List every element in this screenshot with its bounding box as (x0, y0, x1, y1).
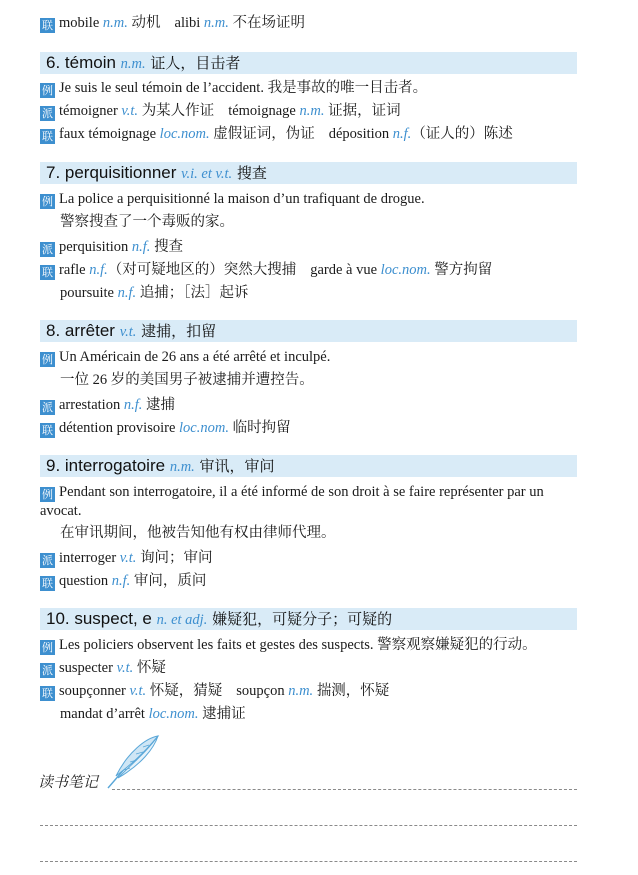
derived-line (40, 549, 213, 568)
related-line (60, 284, 249, 302)
entry-header (40, 52, 577, 74)
related-line (60, 705, 246, 723)
part-of-speech: loc.nom. (159, 126, 210, 142)
related-word: alibi (174, 15, 201, 31)
translation: 证据，证词 (328, 103, 401, 119)
translation: 追捕；［法］起诉 (139, 285, 249, 301)
related-word: déposition (328, 126, 390, 142)
example-sentence: Un Américain de 26 ans a été arrêté et inculpé. (59, 349, 331, 365)
lian-tag: 联 (42, 424, 53, 437)
translation: （对可疑地区的）突然大搜捕 (107, 262, 297, 278)
lian-tag: 联 (42, 687, 53, 700)
headword: 7. perquisitionner (46, 163, 177, 182)
headword: 9. interrogatoire (46, 456, 166, 475)
pai-tag: 派 (42, 401, 53, 414)
headword: 8. arrêter (46, 321, 115, 340)
part-of-speech: v.t. (119, 550, 137, 566)
example-translation: 在审讯期间，他被告知他有权由律师代理。 (60, 525, 336, 541)
lian-tag: 联 (42, 266, 53, 279)
derived-word: arrestation (59, 397, 121, 413)
part-of-speech: n.f. (89, 262, 108, 278)
translation: 不在场证明 (232, 15, 306, 31)
translation: 审问，质问 (133, 573, 207, 589)
derived-line (40, 238, 183, 257)
lian-tag: 联 (42, 577, 53, 590)
derived-word: témoignage (228, 103, 296, 119)
related-word: garde à vue (310, 262, 378, 278)
lian-tag: 联 (42, 130, 53, 143)
part-of-speech: n.m. (299, 103, 325, 119)
translation: 揣测，怀疑 (316, 683, 390, 699)
translation: （证人的）陈述 (411, 126, 513, 142)
part-of-speech: n.m. (102, 15, 128, 31)
feather-icon (104, 732, 164, 792)
headword-translation: 证人，目击者 (150, 54, 241, 72)
li-tag: 例 (42, 195, 53, 208)
related-word: détention provisoire (59, 420, 176, 436)
translation: 怀疑，猜疑 (149, 683, 223, 699)
example-line (40, 190, 425, 209)
li-tag: 例 (42, 84, 53, 97)
derived-word: suspecter (59, 660, 113, 676)
translation: 询问；审问 (140, 550, 213, 566)
part-of-speech: n.f. (392, 126, 412, 142)
part-of-speech: n.m. (169, 459, 195, 475)
headword-translation: 嫌疑犯，可疑分子；可疑的 (212, 610, 393, 628)
reading-notes-label: 读书笔记 (38, 773, 99, 791)
part-of-speech: n. et adj. (156, 612, 208, 628)
note-line[interactable] (40, 861, 577, 862)
related-word: faux témoignage (59, 126, 157, 142)
example-line (40, 348, 330, 367)
li-tag: 例 (42, 353, 53, 366)
part-of-speech: v.t. (119, 324, 137, 340)
translation: 怀疑 (136, 660, 166, 676)
pai-tag: 派 (42, 554, 53, 567)
related-line (40, 125, 513, 144)
example-sentence: Pendant son interrogatoire, il a été informé de son droit à se faire représenter par un avocat. (40, 484, 544, 519)
pai-tag: 派 (42, 243, 53, 256)
related-line (40, 572, 206, 591)
related-word: rafle (59, 262, 86, 278)
part-of-speech: v.i. et v.t. (181, 166, 233, 182)
translation: 临时拘留 (232, 420, 291, 436)
part-of-speech: n.m. (203, 15, 229, 31)
part-of-speech: n.f. (117, 285, 137, 301)
example-sentence: La police a perquisitionné la maison d’un trafiquant de drogue. (59, 191, 425, 207)
entry-header (40, 162, 577, 184)
translation: 逮捕证 (202, 706, 246, 722)
derived-line (40, 659, 166, 678)
example-line (40, 636, 537, 655)
part-of-speech: n.f. (131, 239, 151, 255)
lian-tag: 联 (42, 19, 53, 32)
example-translation: 警察搜查了一个毒贩的家。 (60, 214, 234, 230)
related-word: question (59, 573, 109, 589)
pai-tag: 派 (42, 664, 53, 677)
derived-word: perquisition (59, 239, 129, 255)
derived-word: interroger (59, 550, 117, 566)
example-translation: 我是事故的唯一目击者。 (267, 80, 428, 96)
example-translation: 一位 26 岁的美国男子被逮捕并遭控告。 (60, 372, 314, 388)
part-of-speech: loc.nom. (380, 262, 431, 278)
part-of-speech: n.m. (120, 56, 146, 72)
example-line (40, 483, 585, 520)
derived-line (40, 102, 401, 121)
derived-line (40, 396, 175, 415)
related-line (40, 14, 305, 33)
translation: 警方拘留 (434, 262, 493, 278)
translation: 为某人作证 (141, 103, 215, 119)
pai-tag: 派 (42, 107, 53, 120)
related-word: poursuite (60, 285, 114, 301)
related-word: mandat d’arrêt (60, 706, 145, 722)
li-tag: 例 (42, 488, 53, 501)
note-line[interactable] (40, 825, 577, 826)
related-word: soupçonner (59, 683, 126, 699)
part-of-speech: n.m. (288, 683, 314, 699)
related-word: mobile (59, 15, 100, 31)
headword: 10. suspect, e (46, 609, 152, 628)
entry-header (40, 455, 577, 477)
translation: 搜查 (154, 239, 184, 255)
translation: 动机 (131, 15, 161, 31)
entry-header (40, 608, 577, 630)
part-of-speech: v.t. (129, 683, 147, 699)
headword-translation: 审讯，审问 (199, 457, 275, 475)
example-sentence: Les policiers observent les faits et gestes des suspects. (59, 637, 374, 653)
example-sentence: Je suis le seul témoin de l’accident. (59, 80, 264, 96)
part-of-speech: loc.nom. (179, 420, 229, 436)
part-of-speech: n.f. (123, 397, 143, 413)
example-translation: 警察观察嫌疑犯的行动。 (377, 637, 537, 653)
part-of-speech: n.f. (111, 573, 131, 589)
note-line[interactable] (112, 789, 577, 790)
headword-translation: 搜查 (236, 164, 267, 182)
part-of-speech: loc.nom. (148, 706, 199, 722)
related-word: soupçon (236, 683, 285, 699)
derived-word: témoigner (59, 103, 118, 119)
entry-header (40, 320, 577, 342)
related-line (40, 261, 492, 280)
part-of-speech: v.t. (121, 103, 139, 119)
related-line (40, 682, 389, 701)
translation: 虚假证词，伪证 (213, 126, 315, 142)
translation: 逮捕 (145, 397, 175, 413)
part-of-speech: v.t. (116, 660, 134, 676)
related-line (40, 419, 291, 438)
li-tag: 例 (42, 641, 53, 654)
example-line (40, 79, 427, 98)
headword: 6. témoin (46, 53, 116, 72)
headword-translation: 逮捕，扣留 (141, 322, 217, 340)
